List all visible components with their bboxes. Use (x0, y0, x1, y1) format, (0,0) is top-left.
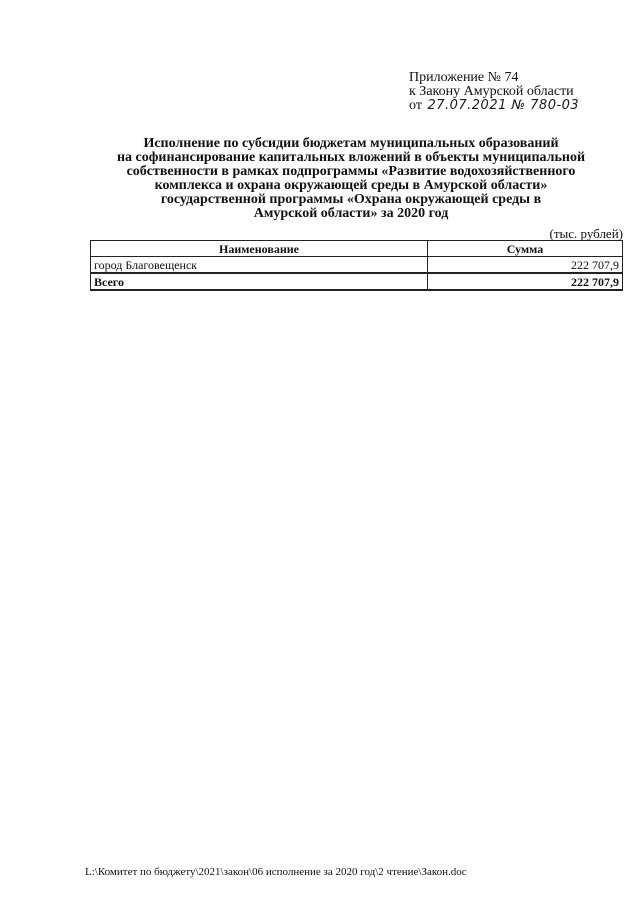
handwritten-date-number: 27.07.2021 № 780-03 (427, 98, 580, 113)
appendix-law-reference: к Закону Амурской области (409, 84, 574, 99)
unit-note: (тыс. рублей) (549, 226, 623, 241)
title-line: на софинансирование капитальных вложений в объекты муниципальной (116, 150, 586, 165)
appendix-date-prefix: от (409, 98, 422, 113)
title-line: собственности в рамках подпрограммы «Развитие водохозяйственного (126, 164, 576, 179)
header-name: Наименование (91, 241, 428, 257)
row-name: город Благовещенск (91, 257, 428, 274)
title-line: государственной программы «Охрана окружающей среды в (160, 192, 542, 207)
table-total-row (91, 273, 623, 290)
header-sum: Сумма (428, 241, 623, 257)
table-header-row (91, 241, 623, 257)
total-sum: 222 707,9 (428, 273, 623, 290)
budget-table (90, 240, 623, 291)
title-line: комплекса и охрана окружающей среды в Амурской области» (154, 178, 548, 193)
appendix-date-line (409, 99, 624, 113)
row-sum: 222 707,9 (428, 257, 623, 274)
title-line: Исполнение по субсидии бюджетам муниципальных образований (143, 136, 559, 151)
table-row (91, 257, 623, 274)
document-title (86, 137, 616, 221)
footer-file-path: L:\Комитет по бюджету\2021\закон\06 исполнение за 2020 год\2 чтение\Закон.doc (85, 866, 467, 878)
total-label: Всего (91, 273, 428, 290)
appendix-header (409, 71, 624, 113)
appendix-number: Приложение № 74 (409, 70, 519, 85)
title-line: Амурской области» за 2020 год (253, 206, 449, 221)
